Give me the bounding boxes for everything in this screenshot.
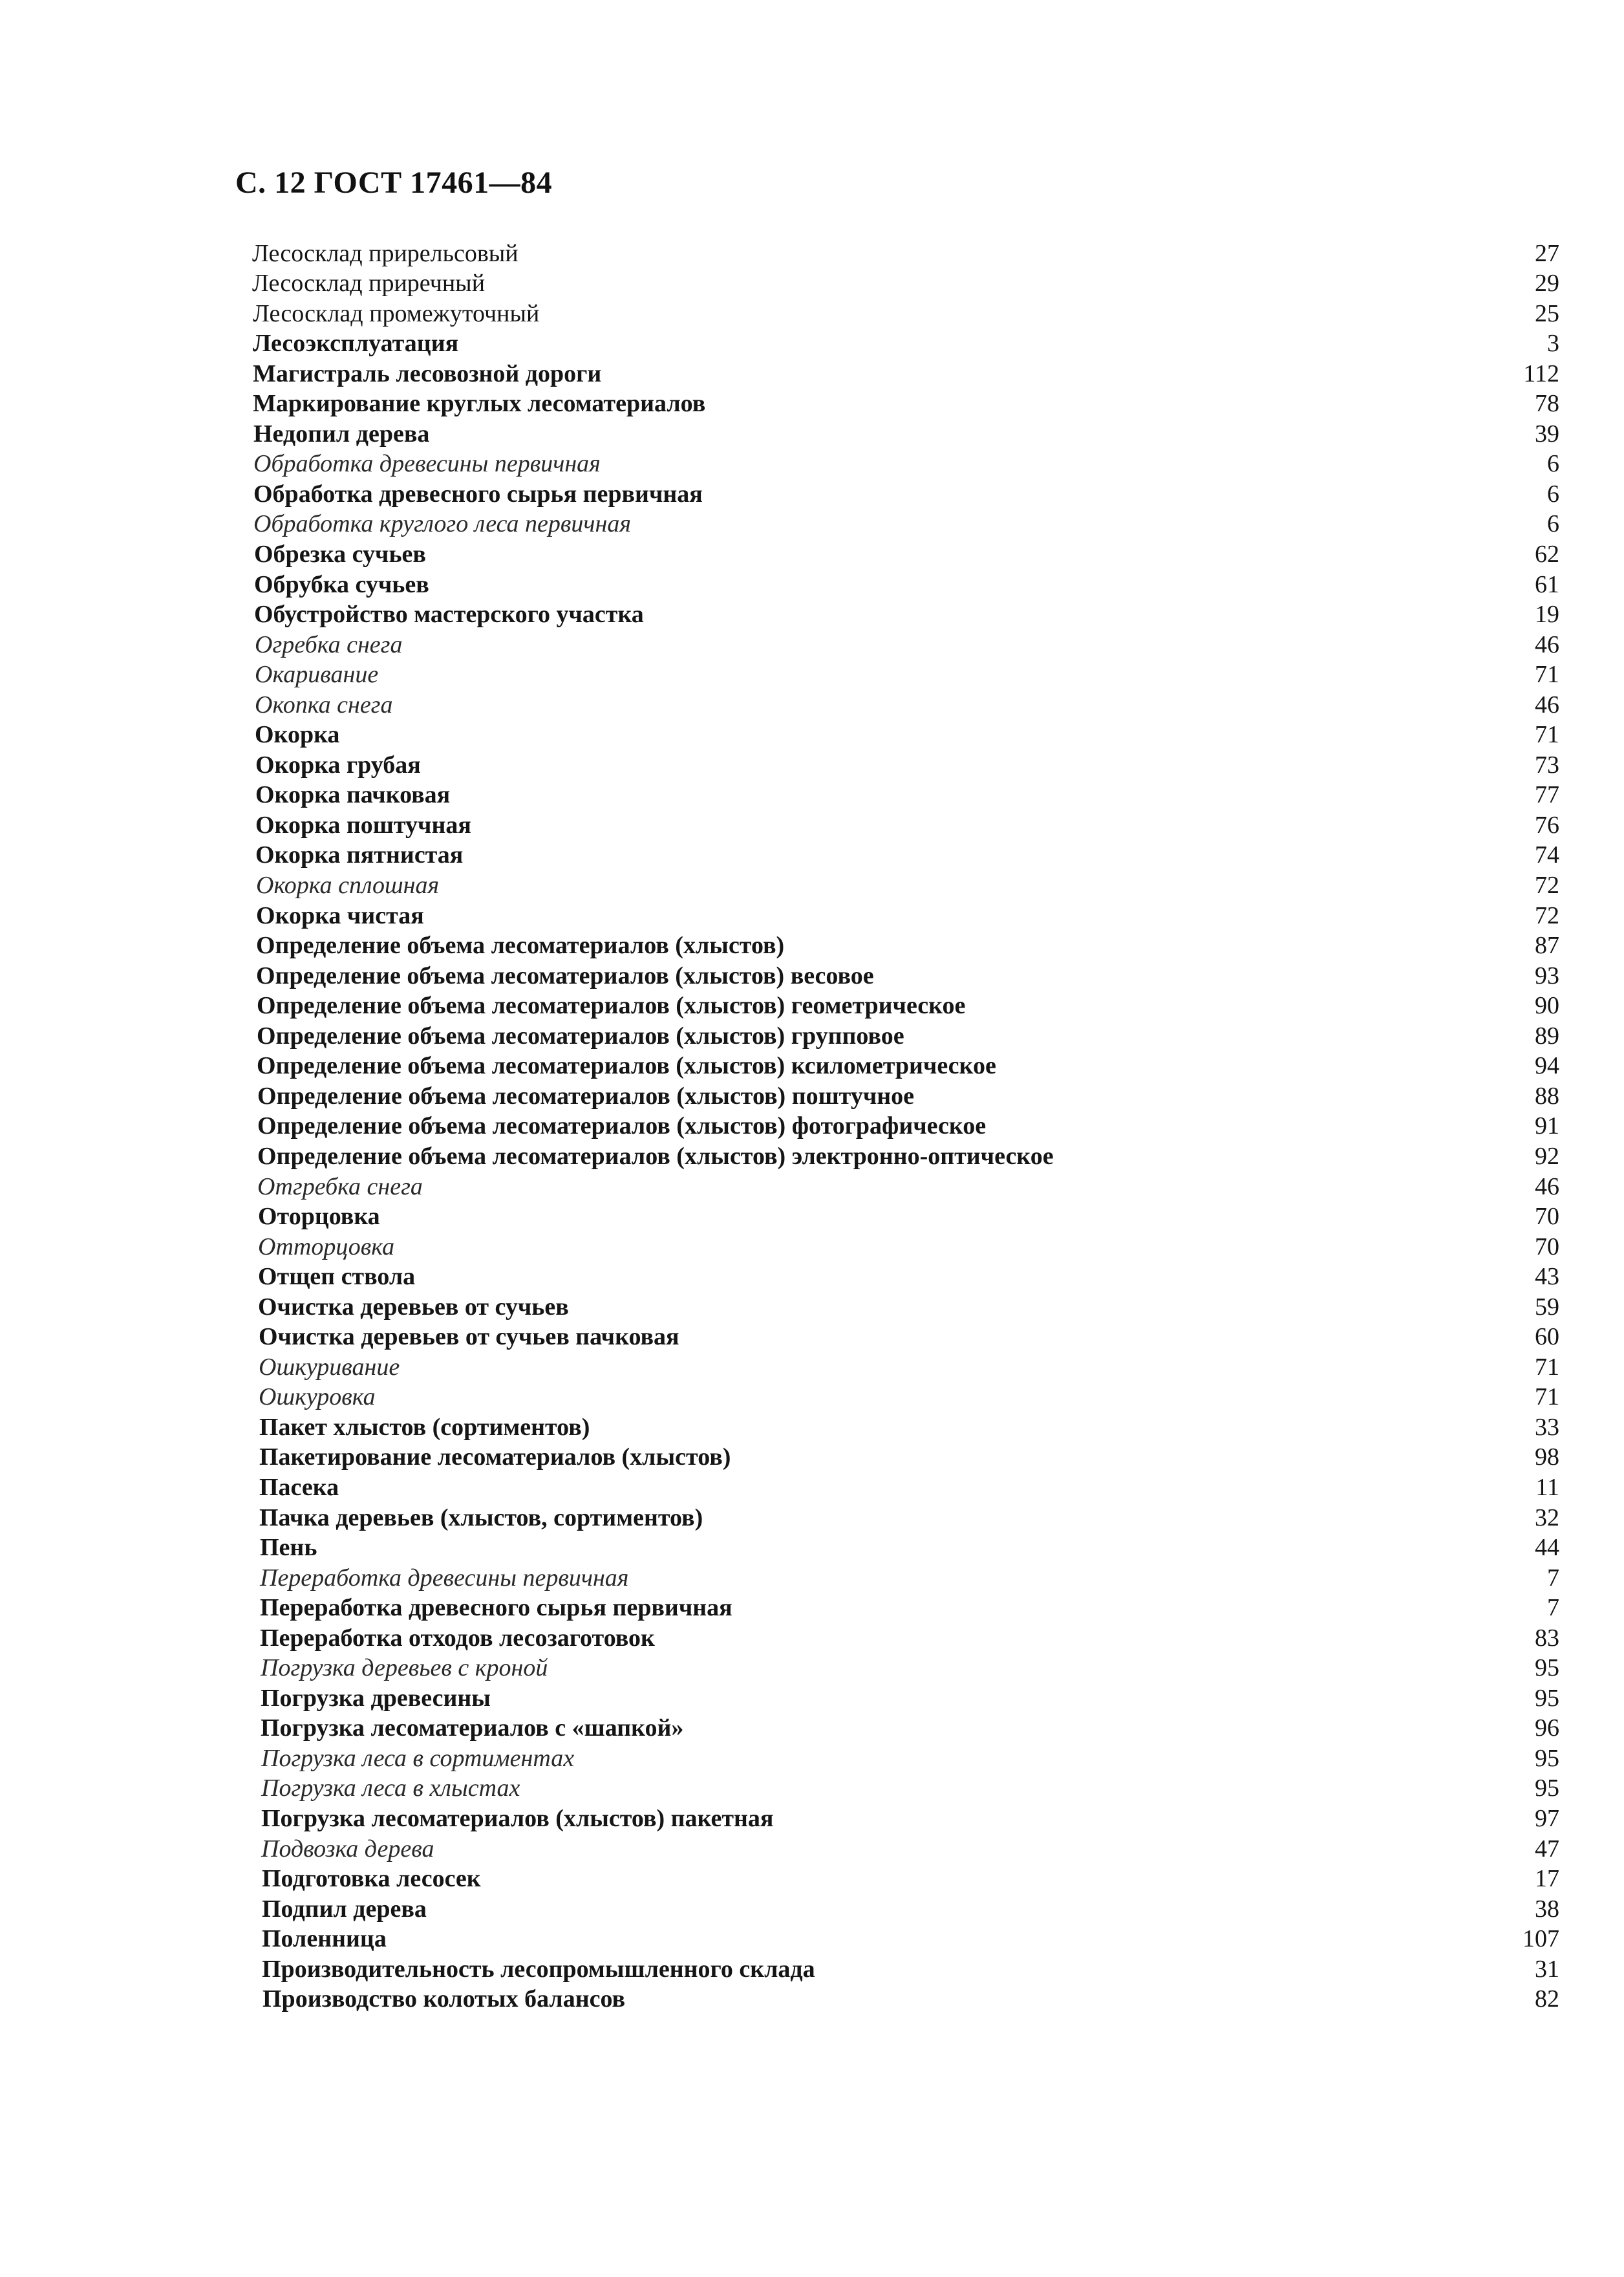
index-page-number: 29 [1535,270,1559,297]
index-entry [253,1623,1559,1653]
index-page-number: 107 [1522,1925,1559,1953]
index-entry [253,1231,1559,1262]
index-term: Лесосклад приречный [252,270,486,297]
index-term: Погрузка древесины [261,1684,491,1712]
index-entry [253,329,1559,359]
index-term: Производство колотых балансов [262,1985,626,2013]
index-term: Лесоэксплуатация [253,330,459,358]
index-entry [253,870,1559,900]
index-term: Лесосклад прирельсовый [252,239,518,267]
index-page-number: 47 [1535,1835,1559,1862]
index-page-number: 91 [1535,1112,1559,1140]
index-term: Определение объема лесоматериалов (хлыстов) геометрическое [257,992,966,1020]
index-page-number: 39 [1535,420,1559,448]
index-entry [253,900,1559,931]
index-entry [253,539,1559,569]
index-page-number: 74 [1535,841,1559,869]
index-entry [253,689,1559,720]
index-page-number: 72 [1535,901,1559,929]
index-page-number: 32 [1535,1504,1559,1531]
index-term: Отщеп ствола [258,1263,416,1291]
index-term: Пакет хлыстов (сортиментов) [259,1413,590,1441]
index-term: Определение объема лесоматериалов (хлыстов) фотографическое [257,1112,987,1140]
index-page-number: 71 [1535,661,1559,689]
index-entry [253,1954,1559,1984]
index-entry [253,1833,1559,1864]
index-page-number: 27 [1535,239,1559,267]
index-page-number: 96 [1535,1714,1559,1742]
index-entry [253,1291,1559,1322]
page-header: С. 12 ГОСТ 17461—84 [235,166,553,200]
index-entry [253,931,1559,961]
index-entry [253,1171,1559,1202]
index-page-number: 95 [1535,1654,1559,1682]
index-page-number: 97 [1535,1804,1559,1832]
index-page-number: 19 [1535,601,1559,629]
index-term: Обрезка сучьев [254,541,426,568]
index-entry [253,1683,1559,1713]
index-entry [253,960,1559,991]
index-page-number: 95 [1535,1744,1559,1772]
index-term: Окорка сплошная [256,872,440,900]
index-page-number: 83 [1535,1624,1559,1652]
index-term: Окорка поштучная [255,811,471,839]
index-entry [253,1262,1559,1292]
index-entry [253,449,1559,479]
index-entry [253,1412,1559,1442]
index-page-number: 17 [1535,1865,1559,1893]
index-entry [253,1472,1559,1502]
index-term: Окаривание [255,661,379,689]
index-entry [253,509,1559,539]
index-page-number: 88 [1535,1082,1559,1110]
index-term: Переработка древесины первичная [260,1564,629,1592]
index-page-number: 95 [1535,1775,1559,1802]
index-entry [253,569,1559,599]
index-entry [253,1562,1559,1593]
index-entry [253,720,1559,750]
index-entry [253,991,1559,1021]
index-page-number: 61 [1535,570,1559,598]
index-entry [253,840,1559,870]
index-page-number: 94 [1535,1052,1559,1080]
index-term: Пакетирование лесоматериалов (хлыстов) [259,1443,731,1471]
index-term: Определение объема лесоматериалов (хлыстов) электронно-оптическое [257,1142,1054,1170]
index-page-number: 62 [1535,541,1559,568]
index-term: Огребка снега [255,631,403,658]
index-entry [253,1924,1559,1954]
index-page-number: 93 [1535,962,1559,989]
index-entry [253,660,1559,690]
index-term: Окорка пачковая [255,781,451,809]
index-page-number: 11 [1535,1473,1559,1501]
index-term: Погрузка лесоматериалов (хлыстов) пакетная [261,1804,774,1832]
index-entry [253,298,1559,329]
index-page-number: 77 [1535,781,1559,809]
index-term: Поленница [262,1925,387,1953]
index-term: Погрузка деревьев с кроной [261,1654,548,1682]
index-page-number: 43 [1535,1263,1559,1291]
index-term: Окорка пятнистая [255,841,464,869]
index-entry [253,238,1559,268]
index-term: Определение объема лесоматериалов (хлыстов) ксилометрическое [257,1052,996,1080]
index-term: Отторцовка [258,1233,395,1260]
index-entry [253,1352,1559,1382]
index-term: Подпил дерева [262,1895,427,1923]
index-term: Ошкуривание [259,1353,400,1381]
index-entry [253,1533,1559,1563]
index-entry [253,1894,1559,1924]
index-term: Обработка древесины первичная [253,450,601,478]
index-page-number: 87 [1535,932,1559,960]
index-term: Подвозка дерева [261,1835,434,1862]
index-term: Переработка отходов лесозаготовок [260,1624,655,1652]
index-entry [253,358,1559,389]
index-page-number: 7 [1547,1564,1559,1592]
index-term: Очистка деревьев от сучьев пачковая [259,1323,679,1351]
index-term: Обработка круглого леса первичная [253,510,632,538]
index-entry [253,1593,1559,1623]
index-term: Окопка снега [255,691,393,718]
index-entry [253,1803,1559,1833]
index-page-number: 95 [1535,1684,1559,1712]
index-term: Лесосклад промежуточный [253,299,540,327]
index-term: Подготовка лесосек [262,1865,481,1893]
index-term: Маркирование круглых лесоматериалов [253,390,706,418]
index-entry [253,479,1559,509]
index-page-number: 70 [1535,1203,1559,1231]
index-term: Обработка древесного сырья первичная [253,480,703,508]
index-page-number: 44 [1535,1534,1559,1562]
index-term: Пачка деревьев (хлыстов, сортиментов) [259,1504,703,1531]
index-page-number: 46 [1535,631,1559,658]
index-term: Окорка чистая [256,901,424,929]
index-page-number: 73 [1535,751,1559,779]
index-term: Окорка грубая [255,751,421,779]
index-page-number: 6 [1547,480,1559,508]
index-page-number: 25 [1535,299,1559,327]
index-entry [253,1322,1559,1352]
index-term: Магистраль лесовозной дороги [253,360,602,387]
index-page-number: 70 [1535,1233,1559,1260]
index-term: Определение объема лесоматериалов (хлыстов) весовое [256,962,874,989]
index-term: Обустройство мастерского участка [254,601,644,629]
index-term: Определение объема лесоматериалов (хлыстов) поштучное [257,1082,915,1110]
index-entry [253,1051,1559,1081]
index-entry [253,1773,1559,1804]
index-entry [253,1382,1559,1412]
index-term: Переработка древесного сырья первичная [260,1594,732,1622]
index-entry [253,268,1559,299]
index-page-number: 112 [1523,360,1559,387]
index-entry [253,418,1559,449]
index-term: Погрузка леса в хлыстах [261,1775,520,1802]
index-page-number: 6 [1547,510,1559,538]
index-entry [253,750,1559,780]
index-term: Пасека [259,1473,339,1501]
index-term: Погрузка леса в сортиментах [261,1744,575,1772]
index-term: Оторцовка [258,1203,380,1231]
index-page-number: 71 [1535,1353,1559,1381]
index-entry [253,1442,1559,1473]
index-page-number: 98 [1535,1443,1559,1471]
index-term: Производительность лесопромышленного склада [262,1955,815,1983]
index-page-number: 33 [1535,1413,1559,1441]
index-term: Определение объема лесоматериалов (хлыстов) [256,932,785,960]
index-entry [253,629,1559,660]
index-entry [253,1141,1559,1171]
index-page-number: 72 [1535,872,1559,900]
index-term: Очистка деревьев от сучьев [258,1293,569,1321]
index-page-number: 92 [1535,1142,1559,1170]
index-term: Окорка [255,721,340,749]
index-term: Определение объема лесоматериалов (хлыстов) групповое [257,1022,904,1050]
index-page-number: 6 [1547,450,1559,478]
index-entry [253,389,1559,419]
index-page-number: 82 [1535,1985,1559,2013]
index-entry [253,1081,1559,1111]
index-page-number: 60 [1535,1323,1559,1351]
index-page-number: 71 [1535,1383,1559,1411]
index-term: Ошкуровка [259,1383,376,1411]
index-entry [253,780,1559,810]
index-entry [253,1984,1559,2014]
index-entry [253,810,1559,840]
index-term: Погрузка лесоматериалов с «шапкой» [261,1714,684,1742]
index-page-number: 7 [1547,1594,1559,1622]
index-page-number: 46 [1535,691,1559,718]
index-entry [253,1202,1559,1232]
index-page-number: 31 [1535,1955,1559,1983]
index-page-number: 89 [1535,1022,1559,1050]
index-page-number: 71 [1535,721,1559,749]
index-entry [253,1713,1559,1743]
index-term: Обрубка сучьев [254,570,429,598]
index-term: Пень [260,1534,317,1562]
index-term: Недопил дерева [253,420,430,448]
index-entry [253,599,1559,630]
index-term: Отгребка снега [257,1172,423,1200]
index-page-number: 76 [1535,811,1559,839]
index-page-number: 78 [1535,390,1559,418]
index-list [253,238,1559,2014]
index-entry [253,1111,1559,1141]
index-page-number: 3 [1547,330,1559,358]
index-entry [253,1020,1559,1051]
index-entry [253,1743,1559,1773]
index-page-number: 46 [1535,1172,1559,1200]
index-page-number: 59 [1535,1293,1559,1321]
index-entry [253,1653,1559,1683]
index-entry [253,1864,1559,1894]
index-entry [253,1502,1559,1533]
index-page-number: 90 [1535,992,1559,1020]
index-page-number: 38 [1535,1895,1559,1923]
